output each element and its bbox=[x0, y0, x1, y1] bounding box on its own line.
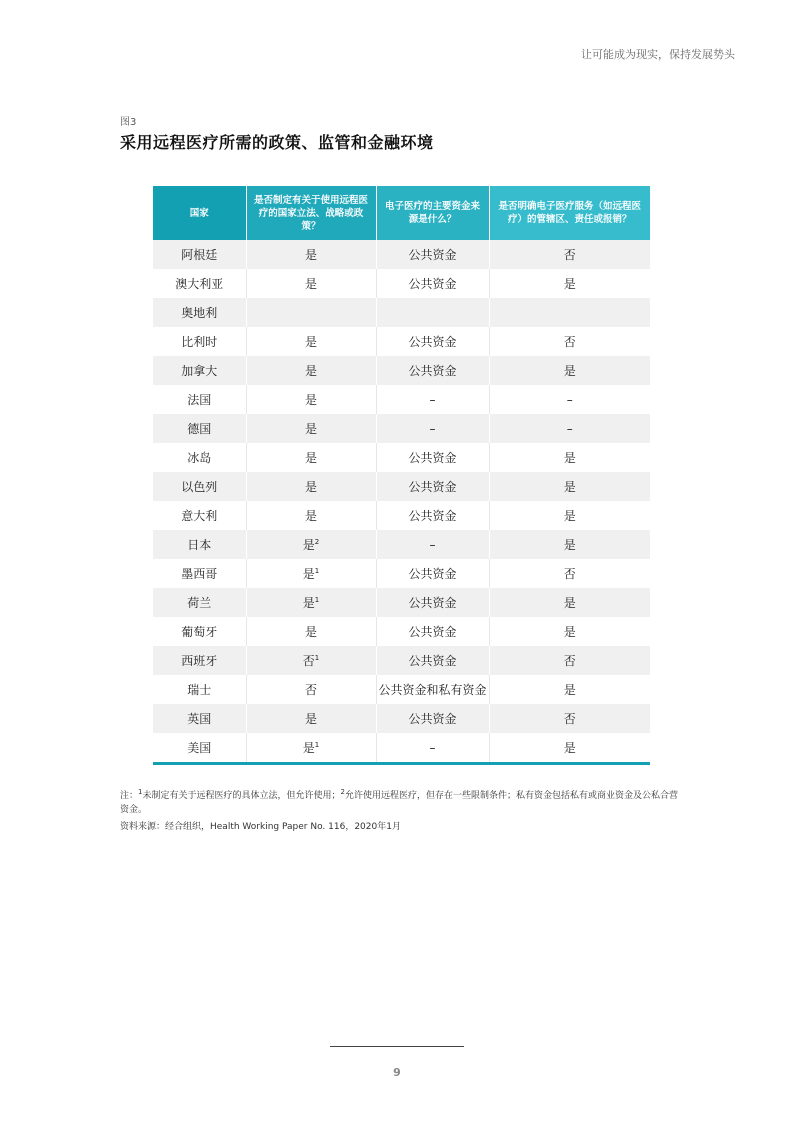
cell-funding-text: 公共资金 bbox=[408, 451, 457, 465]
cell-jurisdiction bbox=[489, 530, 650, 559]
policy-table bbox=[153, 186, 650, 765]
cell-policy bbox=[246, 617, 376, 646]
cell-jurisdiction-text: 是 bbox=[563, 480, 576, 494]
cell-funding bbox=[376, 501, 489, 530]
cell-jurisdiction-text: 是 bbox=[563, 683, 576, 697]
cell-policy-text: 是 bbox=[304, 277, 317, 291]
header-funding: 电子医疗的主要资金来源是什么？ bbox=[376, 186, 489, 240]
cell-policy-text: 是 bbox=[304, 480, 317, 494]
cell-country bbox=[153, 559, 246, 588]
table-row bbox=[153, 588, 650, 617]
cell-jurisdiction bbox=[489, 501, 650, 530]
cell-policy-text: 是 bbox=[302, 741, 315, 755]
table-row bbox=[153, 443, 650, 472]
cell-jurisdiction bbox=[489, 298, 650, 327]
cell-funding bbox=[376, 472, 489, 501]
figure-label: 图3 bbox=[120, 117, 137, 128]
cell-funding bbox=[376, 385, 489, 414]
table-bottom-rule bbox=[153, 762, 650, 765]
cell-policy-text: 否 bbox=[304, 683, 317, 697]
cell-country-text: 墨西哥 bbox=[181, 567, 218, 581]
figure-title: 采用远程医疗所需的政策、监管和金融环境 bbox=[120, 133, 434, 152]
cell-country-text: 美国 bbox=[187, 741, 212, 755]
cell-funding bbox=[376, 530, 489, 559]
table-row bbox=[153, 240, 650, 269]
table-row bbox=[153, 327, 650, 356]
cell-jurisdiction bbox=[489, 443, 650, 472]
cell-policy bbox=[246, 356, 376, 385]
cell-jurisdiction-text: 否 bbox=[563, 712, 576, 726]
cell-jurisdiction-text: 是 bbox=[563, 451, 576, 465]
note-1-mark: 1 bbox=[138, 788, 143, 796]
cell-funding-text: 公共资金和私有资金 bbox=[378, 683, 487, 697]
cell-jurisdiction-text: 否 bbox=[563, 248, 576, 262]
cell-jurisdiction bbox=[489, 617, 650, 646]
cell-country-text: 英国 bbox=[187, 712, 212, 726]
cell-country bbox=[153, 733, 246, 762]
cell-funding-text: 公共资金 bbox=[408, 654, 457, 668]
cell-jurisdiction-text: – bbox=[566, 421, 573, 436]
policy-footnote-mark: 1 bbox=[314, 596, 320, 604]
cell-jurisdiction bbox=[489, 559, 650, 588]
policy-footnote-mark: 1 bbox=[314, 741, 320, 749]
cell-country-text: 西班牙 bbox=[181, 654, 218, 668]
cell-jurisdiction bbox=[489, 414, 650, 443]
cell-policy-text: 是 bbox=[304, 509, 317, 523]
table-note bbox=[120, 789, 680, 817]
cell-jurisdiction bbox=[489, 327, 650, 356]
cell-funding-text: 公共资金 bbox=[408, 567, 457, 581]
cell-jurisdiction-text: 是 bbox=[563, 509, 576, 523]
cell-country-text: 以色列 bbox=[181, 480, 218, 494]
cell-country-text: 日本 bbox=[187, 538, 212, 552]
cell-funding-text: 公共资金 bbox=[408, 364, 457, 378]
cell-funding bbox=[376, 559, 489, 588]
cell-policy bbox=[246, 704, 376, 733]
cell-country-text: 意大利 bbox=[181, 509, 218, 523]
table-body bbox=[153, 240, 650, 762]
cell-country bbox=[153, 501, 246, 530]
cell-country bbox=[153, 588, 246, 617]
policy-footnote-mark: 1 bbox=[314, 567, 320, 575]
cell-funding bbox=[376, 356, 489, 385]
cell-funding bbox=[376, 704, 489, 733]
cell-funding-text: 公共资金 bbox=[408, 509, 457, 523]
cell-jurisdiction-text: 是 bbox=[563, 277, 576, 291]
cell-country bbox=[153, 675, 246, 704]
cell-funding-text: – bbox=[429, 537, 436, 552]
cell-country bbox=[153, 327, 246, 356]
cell-jurisdiction bbox=[489, 675, 650, 704]
cell-country bbox=[153, 472, 246, 501]
cell-policy bbox=[246, 501, 376, 530]
cell-funding-text: 公共资金 bbox=[408, 625, 457, 639]
cell-policy bbox=[246, 472, 376, 501]
cell-policy bbox=[246, 646, 376, 675]
header-country: 国家 bbox=[153, 186, 246, 240]
cell-country-text: 法国 bbox=[187, 393, 212, 407]
cell-country-text: 德国 bbox=[187, 422, 212, 436]
cell-country bbox=[153, 530, 246, 559]
cell-funding bbox=[376, 588, 489, 617]
cell-funding-text: – bbox=[429, 392, 436, 407]
cell-jurisdiction bbox=[489, 588, 650, 617]
note-2-mark: 2 bbox=[340, 788, 345, 796]
cell-jurisdiction-text: 否 bbox=[563, 567, 576, 581]
cell-jurisdiction-text: 是 bbox=[563, 364, 576, 378]
cell-country bbox=[153, 646, 246, 675]
cell-jurisdiction-text: 否 bbox=[563, 654, 576, 668]
footer-rule bbox=[330, 1046, 464, 1047]
cell-jurisdiction bbox=[489, 646, 650, 675]
cell-policy bbox=[246, 269, 376, 298]
cell-policy bbox=[246, 327, 376, 356]
header-jurisdiction: 是否明确电子医疗服务（如远程医疗）的管辖区、责任或报销？ bbox=[489, 186, 650, 240]
cell-jurisdiction-text: 否 bbox=[563, 335, 576, 349]
policy-footnote-mark: 2 bbox=[314, 538, 320, 546]
page-number: 9 bbox=[393, 1066, 401, 1079]
cell-country-text: 冰岛 bbox=[187, 451, 212, 465]
cell-policy-text: 是 bbox=[304, 364, 317, 378]
cell-country bbox=[153, 385, 246, 414]
cell-policy-text: 是 bbox=[302, 538, 315, 552]
cell-funding bbox=[376, 269, 489, 298]
cell-funding bbox=[376, 240, 489, 269]
cell-funding bbox=[376, 733, 489, 762]
cell-funding-text: 公共资金 bbox=[408, 480, 457, 494]
table-row bbox=[153, 269, 650, 298]
cell-policy bbox=[246, 588, 376, 617]
cell-policy bbox=[246, 240, 376, 269]
cell-country-text: 荷兰 bbox=[187, 596, 212, 610]
header-policy: 是否制定有关于使用远程医疗的国家立法、战略或政策？ bbox=[246, 186, 376, 240]
cell-funding bbox=[376, 675, 489, 704]
cell-jurisdiction bbox=[489, 472, 650, 501]
cell-jurisdiction bbox=[489, 733, 650, 762]
cell-jurisdiction-text: – bbox=[566, 392, 573, 407]
cell-country-text: 阿根廷 bbox=[181, 248, 218, 262]
cell-funding-text: 公共资金 bbox=[408, 277, 457, 291]
cell-funding-text: 公共资金 bbox=[408, 335, 457, 349]
cell-policy bbox=[246, 530, 376, 559]
cell-jurisdiction bbox=[489, 269, 650, 298]
note-1-text: 未制定有关于远程医疗的具体立法，但允许使用； bbox=[142, 791, 341, 801]
cell-policy bbox=[246, 298, 376, 327]
table-row bbox=[153, 298, 650, 327]
table-row bbox=[153, 617, 650, 646]
cell-policy bbox=[246, 559, 376, 588]
cell-country bbox=[153, 617, 246, 646]
table-row bbox=[153, 356, 650, 385]
note-prefix: 注： bbox=[120, 791, 139, 801]
cell-jurisdiction bbox=[489, 704, 650, 733]
cell-funding-text: – bbox=[429, 740, 436, 755]
cell-country bbox=[153, 704, 246, 733]
cell-jurisdiction bbox=[489, 240, 650, 269]
cell-funding-text: – bbox=[429, 421, 436, 436]
cell-funding-text: 公共资金 bbox=[408, 248, 457, 262]
cell-country bbox=[153, 298, 246, 327]
cell-funding bbox=[376, 414, 489, 443]
cell-policy bbox=[246, 443, 376, 472]
cell-country bbox=[153, 240, 246, 269]
cell-country-text: 瑞士 bbox=[187, 683, 212, 697]
cell-policy-text: 是 bbox=[304, 712, 317, 726]
cell-policy bbox=[246, 414, 376, 443]
cell-jurisdiction-text: 是 bbox=[563, 538, 576, 552]
cell-policy-text: 是 bbox=[302, 596, 315, 610]
table-row bbox=[153, 704, 650, 733]
cell-country bbox=[153, 269, 246, 298]
cell-policy-text: 是 bbox=[302, 567, 315, 581]
cell-policy bbox=[246, 675, 376, 704]
cell-jurisdiction-text: 是 bbox=[563, 625, 576, 639]
cell-jurisdiction-text: 是 bbox=[563, 596, 576, 610]
cell-jurisdiction-text: 是 bbox=[563, 741, 576, 755]
cell-country bbox=[153, 414, 246, 443]
cell-country-text: 比利时 bbox=[181, 335, 218, 349]
cell-country bbox=[153, 356, 246, 385]
source-note: 资料来源：经合组织，Health Working Paper No. 116，2020年1月 bbox=[120, 822, 401, 832]
table-row bbox=[153, 414, 650, 443]
table-row bbox=[153, 385, 650, 414]
table-row bbox=[153, 472, 650, 501]
cell-country-text: 葡萄牙 bbox=[181, 625, 218, 639]
cell-funding bbox=[376, 298, 489, 327]
cell-policy-text: 是 bbox=[304, 248, 317, 262]
cell-funding bbox=[376, 327, 489, 356]
table-row bbox=[153, 559, 650, 588]
cell-funding bbox=[376, 617, 489, 646]
cell-policy-text: 是 bbox=[304, 625, 317, 639]
table-header-row bbox=[153, 186, 650, 240]
cell-country-text: 加拿大 bbox=[181, 364, 218, 378]
cell-policy-text: 否 bbox=[302, 654, 315, 668]
cell-country-text: 奥地利 bbox=[181, 306, 218, 320]
cell-policy bbox=[246, 733, 376, 762]
running-header: 让可能成为现实，保持发展势头 bbox=[581, 48, 735, 61]
cell-policy bbox=[246, 385, 376, 414]
table-row bbox=[153, 733, 650, 762]
cell-funding bbox=[376, 443, 489, 472]
policy-footnote-mark: 1 bbox=[314, 654, 320, 662]
cell-country-text: 澳大利亚 bbox=[175, 277, 224, 291]
note-2-text: 允许使用远程医疗，但存在一些限制条件；私有资金包括私有或商业资金及公私合营资金。 bbox=[120, 791, 678, 815]
cell-funding bbox=[376, 646, 489, 675]
cell-jurisdiction bbox=[489, 356, 650, 385]
cell-funding-text: 公共资金 bbox=[408, 712, 457, 726]
cell-policy-text: 是 bbox=[304, 335, 317, 349]
table-row bbox=[153, 501, 650, 530]
cell-funding-text: 公共资金 bbox=[408, 596, 457, 610]
cell-policy-text: 是 bbox=[304, 422, 317, 436]
table-row bbox=[153, 646, 650, 675]
table-row bbox=[153, 530, 650, 559]
cell-country bbox=[153, 443, 246, 472]
cell-jurisdiction bbox=[489, 385, 650, 414]
cell-policy-text: 是 bbox=[304, 451, 317, 465]
table-row bbox=[153, 675, 650, 704]
cell-policy-text: 是 bbox=[304, 393, 317, 407]
